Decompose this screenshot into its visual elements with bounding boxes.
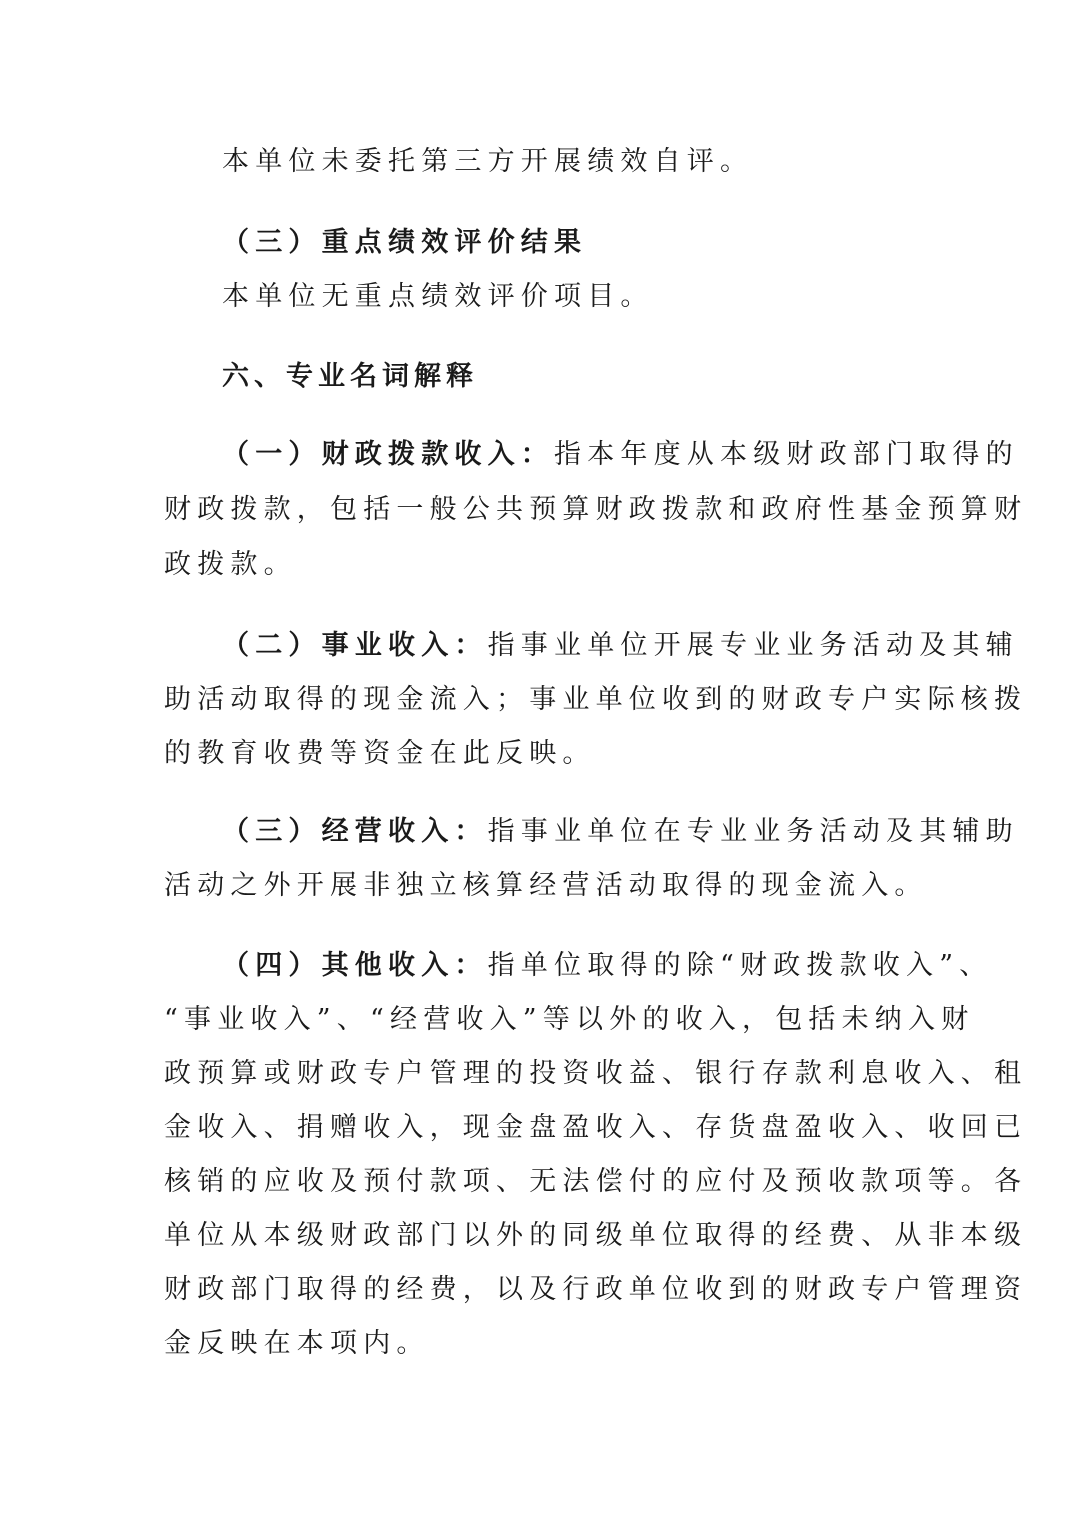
paragraph-line: 助活动取得的现金流入；事业单位收到的财政专户实际核拨 [164,684,1028,715]
term-text: 指单位取得的除“财政拨款收入”、 [487,950,993,981]
paragraph-line: 金收入、捐赠收入，现金盘盈收入、存货盘盈收入、收回已 [164,1112,1028,1143]
term-text: 指事业单位开展专业业务活动及其辅 [487,630,1019,661]
paragraph-line: 的教育收费等资金在此反映。 [164,738,596,769]
term-label: （一）财政拨款收入： [222,439,554,470]
term-label: （三）经营收入： [222,816,488,847]
term-label: （二）事业收入： [222,630,488,661]
term-paragraph-other-income [222,949,992,983]
paragraph-line: 活动之外开展非独立核算经营活动取得的现金流入。 [164,870,928,901]
paragraph-line: 政拨款。 [164,549,297,580]
paragraph-line: 财政拨款，包括一般公共预算财政拨款和政府性基金预算财 [164,494,1028,525]
paragraph-third-party-eval: 本单位未委托第三方开展绩效自评。 [222,146,754,177]
paragraph-line: 金反映在本项内。 [164,1328,430,1359]
paragraph-line: 单位从本级财政部门以外的同级单位取得的经费、从非本级 [164,1220,1028,1251]
paragraph-line: 财政部门取得的经费，以及行政单位收到的财政专户管理资 [164,1274,1028,1305]
paragraph-line: 政预算或财政专户管理的投资收益、银行存款利息收入、租 [164,1058,1028,1089]
term-paragraph-business-income [222,629,1019,663]
paragraph-line: “事业收入”、“经营收入”等以外的收入，包括未纳入财 [164,1004,975,1035]
subheading-key-performance-results: （三）重点绩效评价结果 [222,227,588,258]
paragraph-no-key-eval: 本单位无重点绩效评价项目。 [222,281,654,312]
term-paragraph-fiscal-appropriation [222,438,1019,472]
term-paragraph-operating-income [222,815,1019,849]
paragraph-line: 核销的应收及预付款项、无法偿付的应付及预收款项等。各 [164,1166,1028,1197]
term-text: 指事业单位在专业业务活动及其辅助 [487,816,1019,847]
section-heading-terms: 六、专业名词解释 [222,361,478,392]
term-label: （四）其他收入： [222,950,488,981]
term-text: 指本年度从本级财政部门取得的 [554,439,1019,470]
